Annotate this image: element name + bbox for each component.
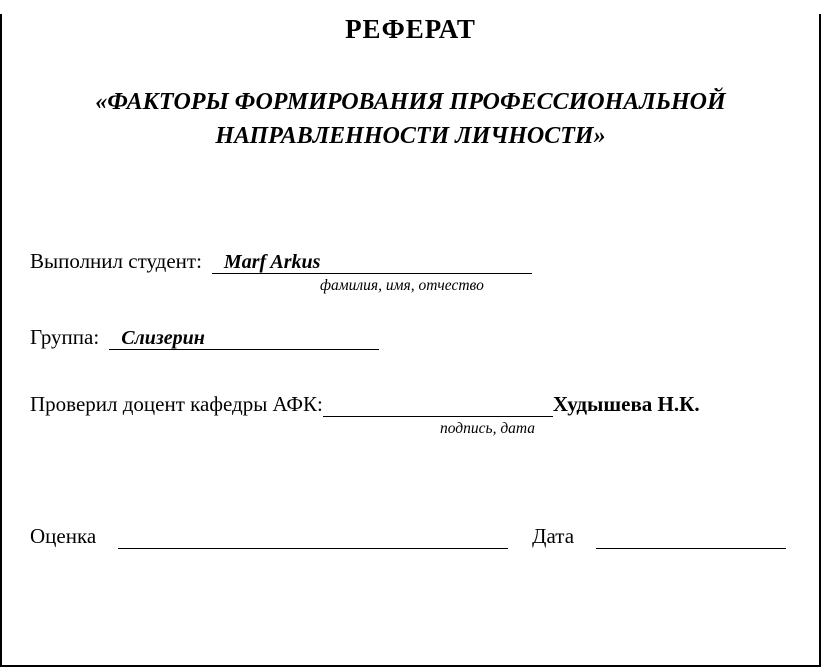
form-fields bbox=[2, 249, 819, 549]
mark-input-line[interactable] bbox=[118, 528, 508, 549]
teacher-signature-line[interactable] bbox=[323, 394, 553, 417]
student-label: Выполнил студент: bbox=[30, 249, 202, 274]
field-row-student bbox=[30, 249, 793, 274]
teacher-name: Худышева Н.К. bbox=[552, 392, 700, 417]
group-input-line[interactable] bbox=[109, 327, 379, 350]
field-row-teacher bbox=[30, 392, 793, 417]
student-input-line[interactable] bbox=[212, 251, 532, 274]
field-row-mark-date bbox=[30, 524, 793, 549]
student-caption: фамилия, имя, отчество bbox=[320, 277, 484, 295]
teacher-label: Проверил доцент кафедры АФК: bbox=[30, 392, 323, 417]
mark-label: Оценка bbox=[30, 524, 97, 549]
page-title: РЕФЕРАТ bbox=[345, 14, 476, 44]
student-value: Marf Arkus bbox=[223, 251, 321, 274]
date-label: Дата bbox=[532, 524, 575, 549]
group-label: Группа: bbox=[30, 325, 100, 350]
teacher-caption: подпись, дата bbox=[440, 420, 536, 438]
document-subtitle: «ФАКТОРЫ ФОРМИРОВАНИЯ ПРОФЕССИОНАЛЬНОЙ НАПРАВЛЕННОСТИ ЛИЧНОСТИ» bbox=[95, 89, 726, 150]
date-input-line[interactable] bbox=[596, 528, 786, 549]
field-row-group bbox=[30, 325, 793, 350]
group-value: Слизерин bbox=[121, 327, 205, 350]
document-page bbox=[0, 14, 821, 667]
